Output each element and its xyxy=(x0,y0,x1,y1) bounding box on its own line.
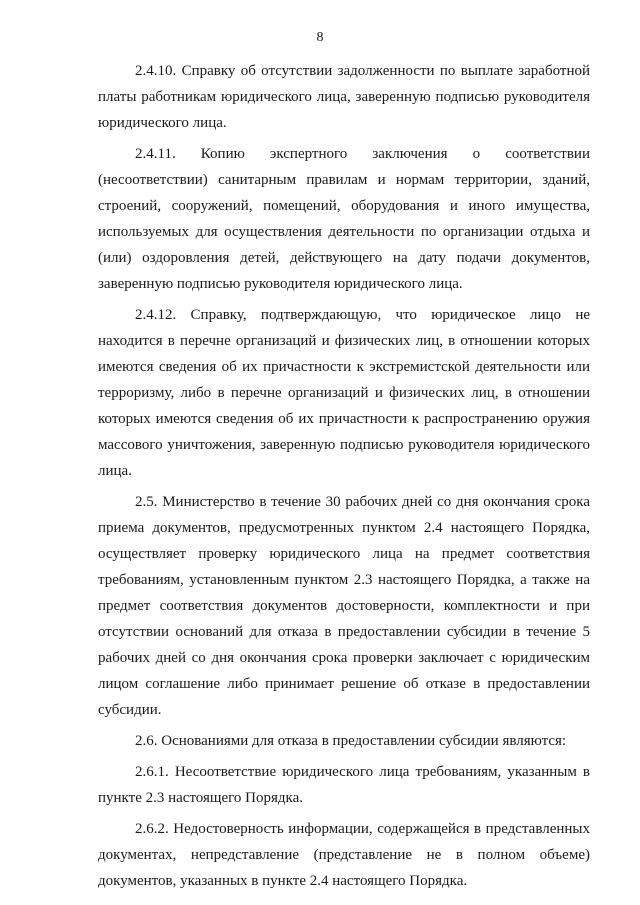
page-number: 8 xyxy=(316,30,324,45)
document-body xyxy=(98,58,590,899)
paragraph-2-4-12: 2.4.12. Справку, подтверждающую, что юридическое лицо не находится в перечне организаций и физических лиц, в отношении которых имеются сведения об их причастности к экстремистской деятельности или терроризму, либо в перечне организаций и физических лиц, в отношении которых имеются сведения об их причастности к распространению оружия массового уничтожения, заверенную подписью руководителя юридического лица. xyxy=(98,307,590,479)
paragraph-2-4-10: 2.4.10. Справку об отсутствии задолженности по выплате заработной платы работникам юридического лица, заверенную подписью руководителя юридического лица. xyxy=(98,63,590,131)
paragraph-2-4-11: 2.4.11. Копию экспертного заключения о соответствии (несоответствии) санитарным правилам и нормам территории, зданий, строений, сооружений, помещений, оборудования и иного имущества, используемых для осуществления деятельности по организации отдыха и (или) оздоровления детей, действующего на дату подачи документов, заверенную подписью руководителя юридического лица. xyxy=(98,146,590,292)
paragraph-2-6-2: 2.6.2. Недостоверность информации, содержащейся в представленных документах, непредставление (представление не в полном объеме) документов, указанных в пункте 2.4 настоящего Порядка. xyxy=(98,821,590,889)
paragraph-2-5: 2.5. Министерство в течение 30 рабочих дней со дня окончания срока приема документов, предусмотренных пунктом 2.4 настоящего Порядка, осуществляет проверку юридического лица на предмет соответствия требованиям, установленным пунктом 2.3 настоящего Порядка, а также на предмет соответствия документов достоверности, комплектности и при отсутствии оснований для отказа в предоставлении субсидии в течение 5 рабочих дней со дня окончания срока проверки заключает с юридическим лицом соглашение либо принимает решение об отказе в предоставлении субсидии. xyxy=(98,494,590,718)
paragraph-2-6: 2.6. Основаниями для отказа в предоставлении субсидии являются: xyxy=(135,733,567,749)
paragraph-2-6-1: 2.6.1. Несоответствие юридического лица требованиям, указанным в пункте 2.3 настоящего Порядка. xyxy=(98,764,590,806)
